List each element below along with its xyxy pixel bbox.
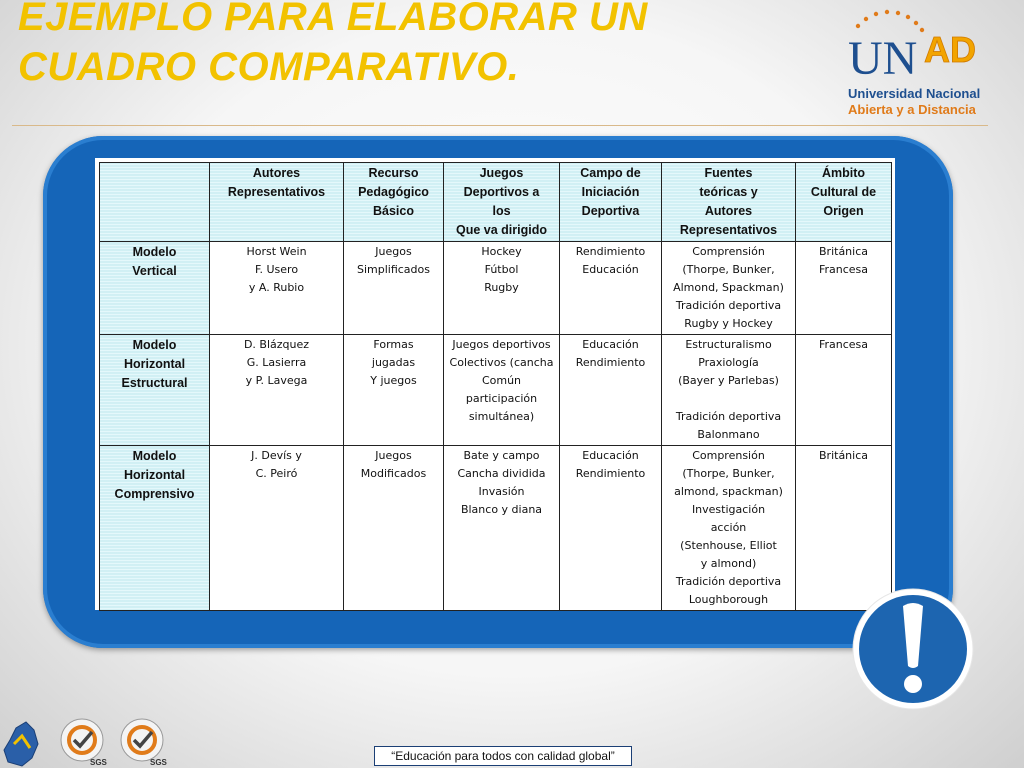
table-cell: [210, 242, 344, 335]
table-cell: [444, 446, 560, 611]
header-cell-line: Cultural de: [810, 185, 877, 199]
header-cell-line: Origen: [823, 204, 864, 218]
table-row: [100, 446, 892, 611]
cell-line: Modificados: [360, 467, 427, 480]
cell-line: [664, 390, 793, 408]
header-cell-line: Deportivos a: [463, 185, 540, 199]
header-cell-line: Ámbito: [821, 166, 866, 180]
header-cell-line: Recurso: [368, 166, 419, 180]
table-cell: [344, 242, 444, 335]
table-cell: [560, 242, 662, 335]
cell-line: Tradición deportiva: [675, 299, 782, 312]
row-header-line: Vertical: [132, 264, 177, 278]
cell-line: Almond, Spackman): [673, 281, 784, 294]
row-header-line: Modelo: [132, 449, 177, 463]
cell-line: F. Usero: [254, 263, 299, 276]
table-cell: [444, 335, 560, 446]
footer-slogan: “Educación para todos con calidad global”: [374, 746, 632, 766]
table-cell: [662, 446, 796, 611]
table-cell: [444, 242, 560, 335]
cell-line: (Thorpe, Bunker,: [682, 263, 775, 276]
slide-title: [18, 0, 778, 92]
colombia-map-icon: [4, 722, 38, 766]
cell-line: Francesa: [818, 338, 869, 351]
header-cell-line: Que va dirigido: [456, 223, 547, 237]
table-header-row: [100, 163, 892, 242]
cell-line: Praxiología: [698, 356, 759, 369]
table-cell: [796, 242, 892, 335]
cell-line: Comprensión: [692, 245, 765, 258]
header-cell-line: teóricas y: [699, 185, 758, 199]
sgs-certification-icon: [61, 719, 108, 767]
row-header-line: Estructural: [121, 376, 188, 390]
cell-line: Británica: [819, 449, 868, 462]
cell-line: Balonmano: [697, 428, 760, 441]
sgs-certification-icon-2: [121, 719, 168, 767]
cell-line: G. Lasierra: [246, 356, 307, 369]
table-cell: [344, 335, 444, 446]
cell-line: Educación: [582, 263, 639, 276]
row-header-cell: [100, 335, 210, 446]
row-header-line: Horizontal: [123, 468, 186, 482]
table-cell: [210, 335, 344, 446]
cell-line: Juegos: [375, 245, 412, 258]
header-cell-line: Representativos: [227, 185, 326, 199]
cell-line: (Thorpe, Bunker,: [682, 467, 775, 480]
unad-logo-dots: [856, 10, 924, 32]
cell-line: acción: [710, 521, 747, 534]
cell-line: Horst Wein: [246, 245, 307, 258]
cell-line: Juegos: [375, 449, 412, 462]
table-row: [100, 242, 892, 335]
table-cell: [796, 335, 892, 446]
header-cell-line: Pedagógico: [358, 185, 429, 199]
unad-logo-ad: AD: [924, 29, 976, 70]
cell-line: Simplificados: [356, 263, 430, 276]
cell-line: (Stenhouse, Elliot: [680, 539, 777, 552]
comparative-table-card: [95, 158, 895, 610]
cell-line: Común: [481, 374, 522, 387]
row-header-line: Modelo: [132, 338, 177, 352]
cell-line: Investigación: [691, 503, 766, 516]
table-header-cell: [344, 163, 444, 242]
cell-line: y A. Rubio: [248, 281, 305, 294]
cell-line: Tradición deportiva: [675, 575, 782, 588]
slide-title-line-1: EJEMPLO PARA ELABORAR UN: [18, 0, 648, 39]
table-header-cell: [444, 163, 560, 242]
unad-logo-line-2: Abierta y a Distancia: [848, 102, 976, 117]
unad-logo-line-1: Universidad Nacional: [848, 86, 981, 101]
cell-line: Hockey: [481, 245, 522, 258]
header-cell-line: Representativos: [679, 223, 778, 237]
cell-line: Y juegos: [370, 374, 417, 387]
cell-line: Francesa: [818, 263, 869, 276]
table-header-cell: [662, 163, 796, 242]
cell-line: jugadas: [371, 356, 416, 369]
header-cell-line: Iniciación: [581, 185, 640, 199]
svg-text:SGS: SGS: [150, 758, 167, 767]
row-header-line: Comprensivo: [114, 487, 195, 501]
header-cell-line: los: [492, 204, 511, 218]
footer-certification-logos: [0, 714, 180, 768]
cell-line: Loughborough: [688, 593, 769, 606]
row-header-cell: [100, 446, 210, 611]
title-divider: [12, 125, 988, 126]
cell-line: Blanco y diana: [460, 503, 543, 516]
header-cell-line: Básico: [373, 204, 414, 218]
comparative-table: [99, 162, 892, 611]
table-cell: [210, 446, 344, 611]
unad-logo-mark: [846, 8, 996, 82]
cell-line: Rugby y Hockey: [684, 317, 773, 330]
row-header-cell: [100, 242, 210, 335]
header-cell-line: Autores: [704, 204, 753, 218]
cell-line: Tradición deportiva: [675, 410, 782, 423]
table-row: [100, 335, 892, 446]
cell-line: Británica: [819, 245, 868, 258]
cell-line: C. Peiró: [255, 467, 298, 480]
row-header-line: Modelo: [132, 245, 177, 259]
cell-line: Formas: [373, 338, 414, 351]
table-cell: [662, 335, 796, 446]
cell-line: Juegos deportivos: [452, 338, 551, 351]
exclamation-icon: [850, 586, 976, 712]
cell-line: Educación: [582, 449, 639, 462]
cell-line: participación: [465, 392, 538, 405]
unad-logo: [846, 8, 996, 118]
cell-line: J. Devís y: [251, 449, 302, 462]
cell-line: Cancha dividida: [457, 467, 546, 480]
header-cell-line: Autores: [252, 166, 301, 180]
cell-line: Fútbol: [484, 263, 519, 276]
table-header-cell: [796, 163, 892, 242]
header-cell-line: Fuentes: [704, 166, 753, 180]
cell-line: D. Blázquez: [243, 338, 310, 351]
cell-line: (Bayer y Parlebas): [678, 374, 779, 387]
cell-line: Rendimiento: [575, 245, 646, 258]
table-header-cell: [100, 163, 210, 242]
header-cell-line: Campo de: [580, 166, 641, 180]
unad-logo-un: UN: [848, 32, 918, 82]
cell-line: almond, spackman): [674, 485, 783, 498]
cell-line: Estructuralismo: [685, 338, 772, 351]
cell-line: Rendimiento: [575, 356, 646, 369]
cell-line: Colectivos (cancha: [449, 356, 554, 369]
table-cell: [662, 242, 796, 335]
table-cell: [344, 446, 444, 611]
header-cell-line: Deportiva: [581, 204, 640, 218]
table-header-cell: [560, 163, 662, 242]
cell-line: Invasión: [478, 485, 525, 498]
table-header-cell: [210, 163, 344, 242]
cell-line: Bate y campo: [463, 449, 540, 462]
cell-line: Educación: [582, 338, 639, 351]
cell-line: Rendimiento: [575, 467, 646, 480]
header-cell-line: Juegos: [479, 166, 524, 180]
cell-line: y almond): [700, 557, 757, 570]
cell-line: Comprensión: [692, 449, 765, 462]
svg-text:SGS: SGS: [90, 758, 107, 767]
cell-line: simultánea): [468, 410, 535, 423]
table-cell: [560, 335, 662, 446]
row-header-line: Horizontal: [123, 357, 186, 371]
table-cell: [560, 446, 662, 611]
slide-title-line-2: CUADRO COMPARATIVO.: [18, 45, 520, 89]
cell-line: y P. Lavega: [245, 374, 308, 387]
cell-line: Rugby: [484, 281, 519, 294]
